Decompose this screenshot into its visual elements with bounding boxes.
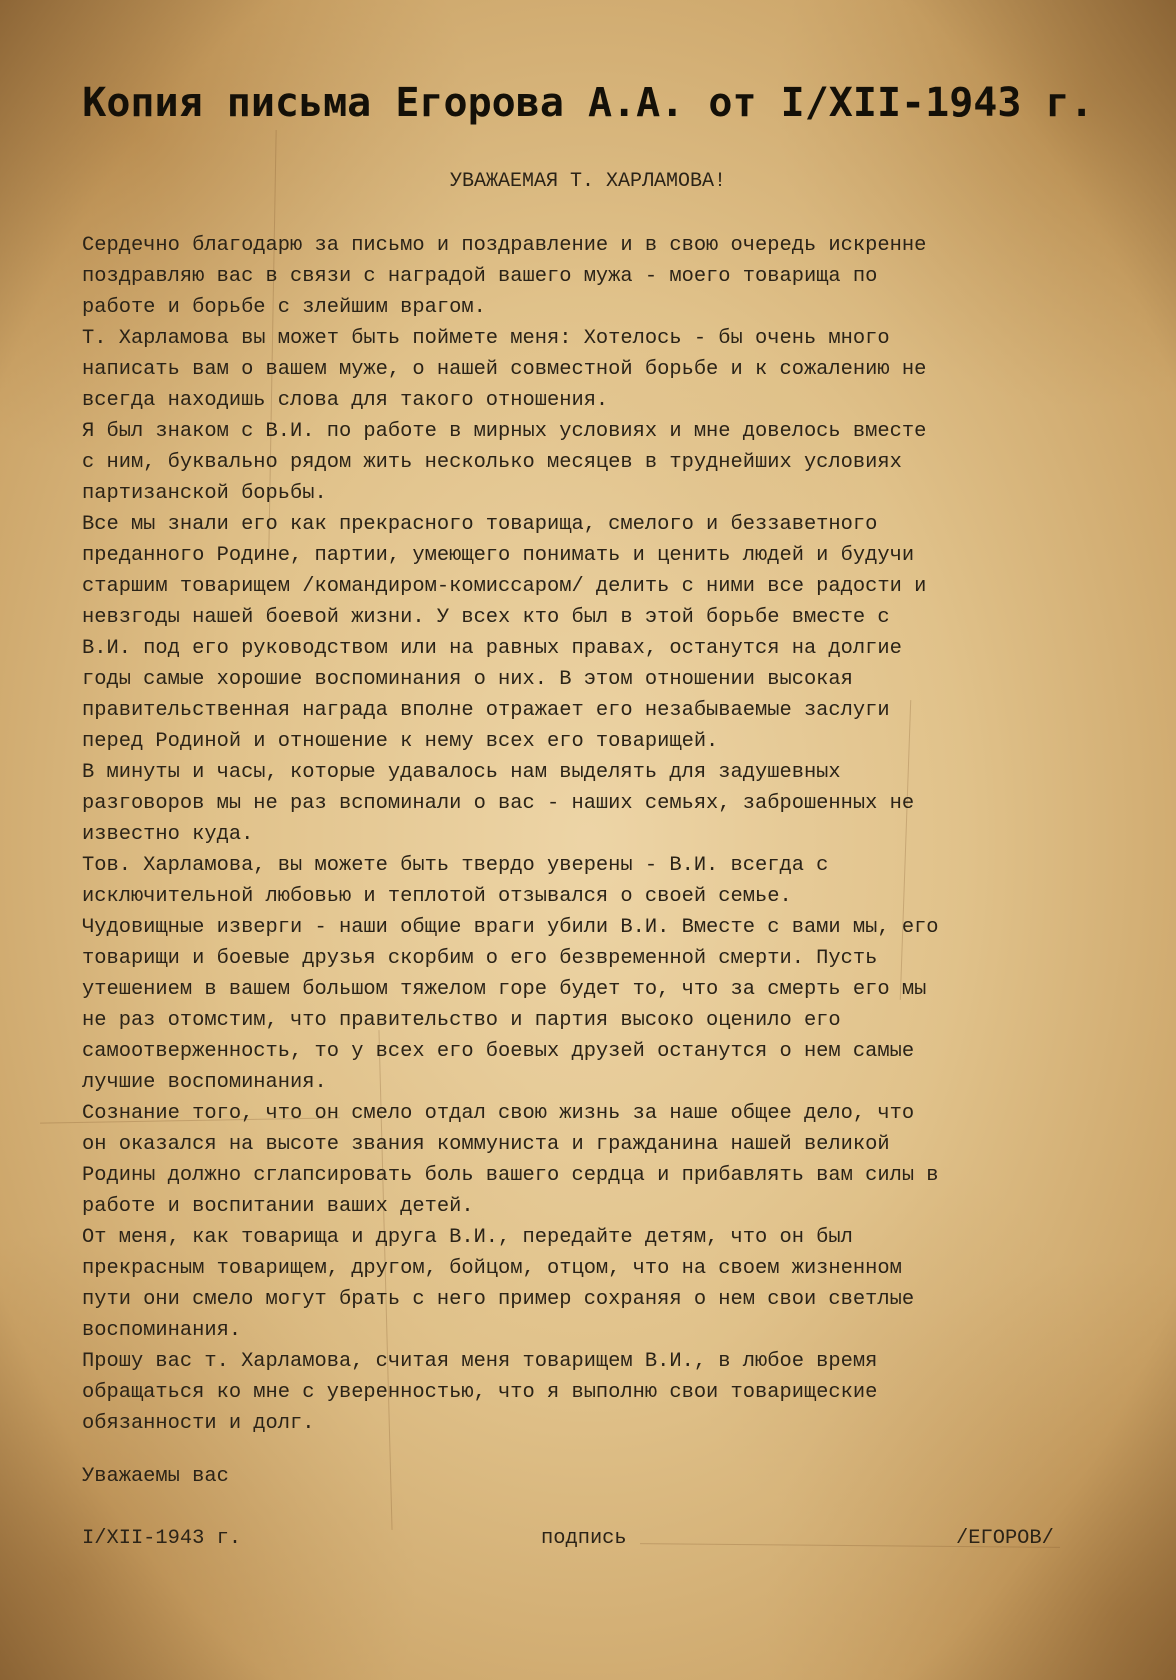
letter-line: не раз отомстим, что правительство и партия высоко оценило его — [82, 1009, 841, 1032]
letter-line: Чудовищные изверги - наши общие враги убили В.И. Вместе с вами мы, его — [82, 916, 939, 939]
document-title: Копия письма Егорова А.А. от I/XII-1943 г. — [82, 80, 1094, 126]
letter-line: всегда находишь слова для такого отношения. — [82, 389, 609, 412]
letter-line: Тов. Харламова, вы можете быть твердо уверены - В.И. всегда с — [82, 854, 829, 877]
letter-line: самоотверженность, то у всех его боевых друзей останутся о нем самые — [82, 1040, 915, 1063]
letter-line: От меня, как товарища и друга В.И., передайте детям, что он был — [82, 1226, 853, 1249]
letter-line: воспоминания. — [82, 1319, 242, 1342]
letter-line: работе и воспитании ваших детей. — [82, 1195, 474, 1218]
letter-line: В минуты и часы, которые удавалось нам выделять для задушевных — [82, 761, 841, 784]
letter-line: Сознание того, что он смело отдал свою жизнь за наше общее дело, что — [82, 1102, 915, 1125]
letter-line: правительственная награда вполне отражает его незабываемые заслуги — [82, 699, 890, 722]
letter-line: В.И. под его руководством или на равных правах, останутся на долгие — [82, 637, 902, 660]
letter-line: работе и борьбе с злейшим врагом. — [82, 296, 486, 319]
letter-line: перед Родиной и отношение к нему всех его товарищей. — [82, 730, 719, 753]
letter-line: с ним, буквально рядом жить несколько месяцев в труднейших условиях — [82, 451, 902, 474]
letter-line: написать вам о вашем муже, о нашей совместной борьбе и к сожалению не — [82, 358, 927, 381]
letter-line: поздравляю вас в связи с наградой вашего мужа - моего товарища по — [82, 265, 878, 288]
letter-greeting: УВАЖАЕМАЯ Т. ХАРЛАМОВА! — [449, 170, 727, 193]
letter-line: обязанности и долг. — [82, 1412, 315, 1435]
letter-line: пути они смело могут брать с него пример сохраняя о нем свои светлые — [82, 1288, 915, 1311]
signature-label: подпись — [541, 1527, 627, 1550]
letter-line: Все мы знали его как прекрасного товарища, смелого и беззаветного — [82, 513, 878, 536]
letter-line: Прошу вас т. Харламова, считая меня товарищем В.И., в любое время — [82, 1350, 878, 1373]
letter-line: старшим товарищем /командиром-комиссаром/ делить с ними все радости и — [82, 575, 927, 598]
letter-closing: Уважаемы вас — [82, 1465, 229, 1488]
letter-line: Сердечно благодарю за письмо и поздравление и в свою очередь искренне — [82, 234, 927, 257]
letter-line: Я был знаком с В.И. по работе в мирных условиях и мне довелось вместе — [82, 420, 927, 443]
letter-line: он оказался на высоте звания коммуниста и гражданина нашей великой — [82, 1133, 890, 1156]
letter-line: Родины должно сглапсировать боль вашего сердца и прибавлять вам силы в — [82, 1164, 939, 1187]
letter-line: утешением в вашем большом тяжелом горе будет то, что за смерть его мы — [82, 978, 927, 1001]
letter-line: прекрасным товарищем, другом, бойцом, отцом, что на своем жизненном — [82, 1257, 902, 1280]
letter-line: разговоров мы не раз вспоминали о вас - наших семьях, заброшенных не — [82, 792, 915, 815]
letter-line: невзгоды нашей боевой жизни. У всех кто был в этой борьбе вместе с — [82, 606, 890, 629]
letter-line: преданного Родине, партии, умеющего понимать и ценить людей и будучи — [82, 544, 915, 567]
letter-line: товарищи и боевые друзья скорбим о его безвременной смерти. Пусть — [82, 947, 878, 970]
letter-line: известно куда. — [82, 823, 254, 846]
letter-line: годы самые хорошие воспоминания о них. В этом отношении высокая — [82, 668, 853, 691]
letter-line: Т. Харламова вы может быть поймете меня: Хотелось - бы очень много — [82, 327, 890, 350]
letter-line: лучшие воспоминания. — [82, 1071, 327, 1094]
letter-body — [82, 230, 1152, 1439]
letter-line: исключительной любовью и теплотой отзывался о своей семье. — [82, 885, 792, 908]
letter-line: обращаться ко мне с уверенностью, что я выполню свои товарищеские — [82, 1381, 878, 1404]
author-name: /ЕГОРОВ/ — [956, 1527, 1054, 1550]
letter-line: партизанской борьбы. — [82, 482, 327, 505]
letter-date: I/XII-1943 г. — [82, 1527, 242, 1550]
